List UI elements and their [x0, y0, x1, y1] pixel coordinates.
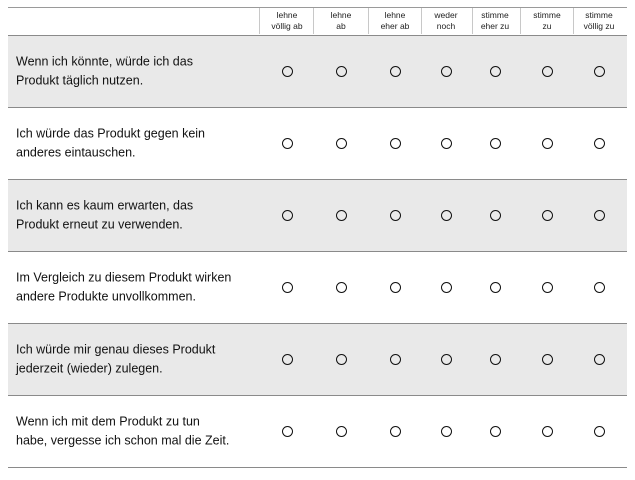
scale-label-line: weder	[434, 10, 458, 20]
column-divider	[313, 8, 314, 34]
radio-option-7[interactable]	[594, 354, 605, 365]
statement-text	[16, 268, 261, 307]
scale-label-line: stimme	[585, 10, 613, 20]
statement-line: anderes eintauschen.	[16, 145, 136, 160]
radio-option-3[interactable]	[390, 426, 401, 437]
statement-text	[16, 340, 261, 379]
statement-line: Wenn ich könnte, würde ich das	[16, 54, 193, 68]
statement-line: Ich würde das Produkt gegen kein	[16, 126, 206, 140]
scale-label-line: noch	[436, 21, 456, 31]
scale-label-4	[419, 10, 473, 34]
column-divider	[573, 8, 574, 34]
radio-option-6[interactable]	[542, 210, 553, 221]
likert-survey	[8, 7, 627, 468]
radio-option-7[interactable]	[594, 66, 605, 77]
statement-line: Produkt erneut zu verwenden.	[16, 217, 183, 232]
radio-option-3[interactable]	[390, 66, 401, 77]
radio-option-6[interactable]	[542, 426, 553, 437]
statement-row	[8, 396, 627, 468]
radio-option-2[interactable]	[336, 426, 347, 437]
column-divider	[520, 8, 521, 34]
scale-label-line: lehne	[276, 10, 298, 20]
radio-option-4[interactable]	[441, 282, 452, 293]
statement-line: Ich würde mir genau dieses Produkt	[16, 342, 216, 356]
statement-text	[16, 124, 261, 163]
radio-option-4[interactable]	[441, 354, 452, 365]
scale-label-line: völlig zu	[583, 21, 615, 31]
statement-line: andere Produkte unvollkommen.	[16, 289, 196, 304]
column-divider	[472, 8, 473, 34]
scale-label-7	[572, 10, 626, 34]
radio-option-1[interactable]	[282, 426, 293, 437]
radio-option-2[interactable]	[336, 354, 347, 365]
radio-option-1[interactable]	[282, 282, 293, 293]
radio-option-2[interactable]	[336, 138, 347, 149]
scale-label-6	[520, 10, 574, 34]
radio-option-4[interactable]	[441, 210, 452, 221]
column-divider	[368, 8, 369, 34]
radio-option-2[interactable]	[336, 210, 347, 221]
scale-header	[8, 7, 627, 36]
statement-row	[8, 36, 627, 108]
scale-label-line: völlig ab	[271, 21, 303, 31]
statement-line: Produkt täglich nutzen.	[16, 73, 144, 88]
radio-option-4[interactable]	[441, 138, 452, 149]
radio-option-3[interactable]	[390, 282, 401, 293]
scale-label-line: ab	[336, 21, 346, 31]
radio-option-1[interactable]	[282, 210, 293, 221]
radio-option-7[interactable]	[594, 426, 605, 437]
column-divider	[421, 8, 422, 34]
radio-option-7[interactable]	[594, 138, 605, 149]
radio-option-5[interactable]	[490, 66, 501, 77]
radio-option-3[interactable]	[390, 138, 401, 149]
radio-option-6[interactable]	[542, 282, 553, 293]
scale-label-1	[260, 10, 314, 34]
radio-option-7[interactable]	[594, 282, 605, 293]
statement-line: Wenn ich mit dem Produkt zu tun	[16, 414, 200, 428]
statement-line: Ich kann es kaum erwarten, das	[16, 198, 194, 212]
column-divider	[259, 8, 260, 34]
scale-label-line: eher zu	[480, 21, 510, 31]
scale-label-line: lehne	[330, 10, 352, 20]
statement-line: jederzeit (wieder) zulegen.	[16, 361, 163, 376]
statement-row	[8, 180, 627, 252]
scale-label-3	[368, 10, 422, 34]
radio-option-2[interactable]	[336, 282, 347, 293]
radio-option-6[interactable]	[542, 354, 553, 365]
radio-option-5[interactable]	[490, 210, 501, 221]
scale-label-2	[314, 10, 368, 34]
radio-option-3[interactable]	[390, 210, 401, 221]
scale-label-line: stimme	[481, 10, 509, 20]
radio-option-5[interactable]	[490, 354, 501, 365]
radio-option-5[interactable]	[490, 426, 501, 437]
radio-option-3[interactable]	[390, 354, 401, 365]
scale-label-line: lehne	[384, 10, 406, 20]
radio-option-4[interactable]	[441, 426, 452, 437]
statement-list	[8, 36, 627, 468]
radio-option-1[interactable]	[282, 66, 293, 77]
scale-label-line: zu	[542, 21, 552, 31]
radio-option-6[interactable]	[542, 138, 553, 149]
statement-text	[16, 412, 261, 451]
radio-option-1[interactable]	[282, 354, 293, 365]
radio-option-2[interactable]	[336, 66, 347, 77]
radio-option-7[interactable]	[594, 210, 605, 221]
radio-option-5[interactable]	[490, 138, 501, 149]
radio-option-5[interactable]	[490, 282, 501, 293]
scale-label-line: stimme	[533, 10, 561, 20]
scale-label-5	[468, 10, 522, 34]
statement-text	[16, 52, 261, 91]
statement-row	[8, 252, 627, 324]
statement-text	[16, 196, 261, 235]
statement-line: habe, vergesse ich schon mal die Zeit.	[16, 433, 230, 448]
scale-label-line: eher ab	[380, 21, 410, 31]
radio-option-6[interactable]	[542, 66, 553, 77]
radio-option-1[interactable]	[282, 138, 293, 149]
statement-line: Im Vergleich zu diesem Produkt wirken	[16, 270, 232, 284]
statement-row	[8, 108, 627, 180]
statement-row	[8, 324, 627, 396]
radio-option-4[interactable]	[441, 66, 452, 77]
